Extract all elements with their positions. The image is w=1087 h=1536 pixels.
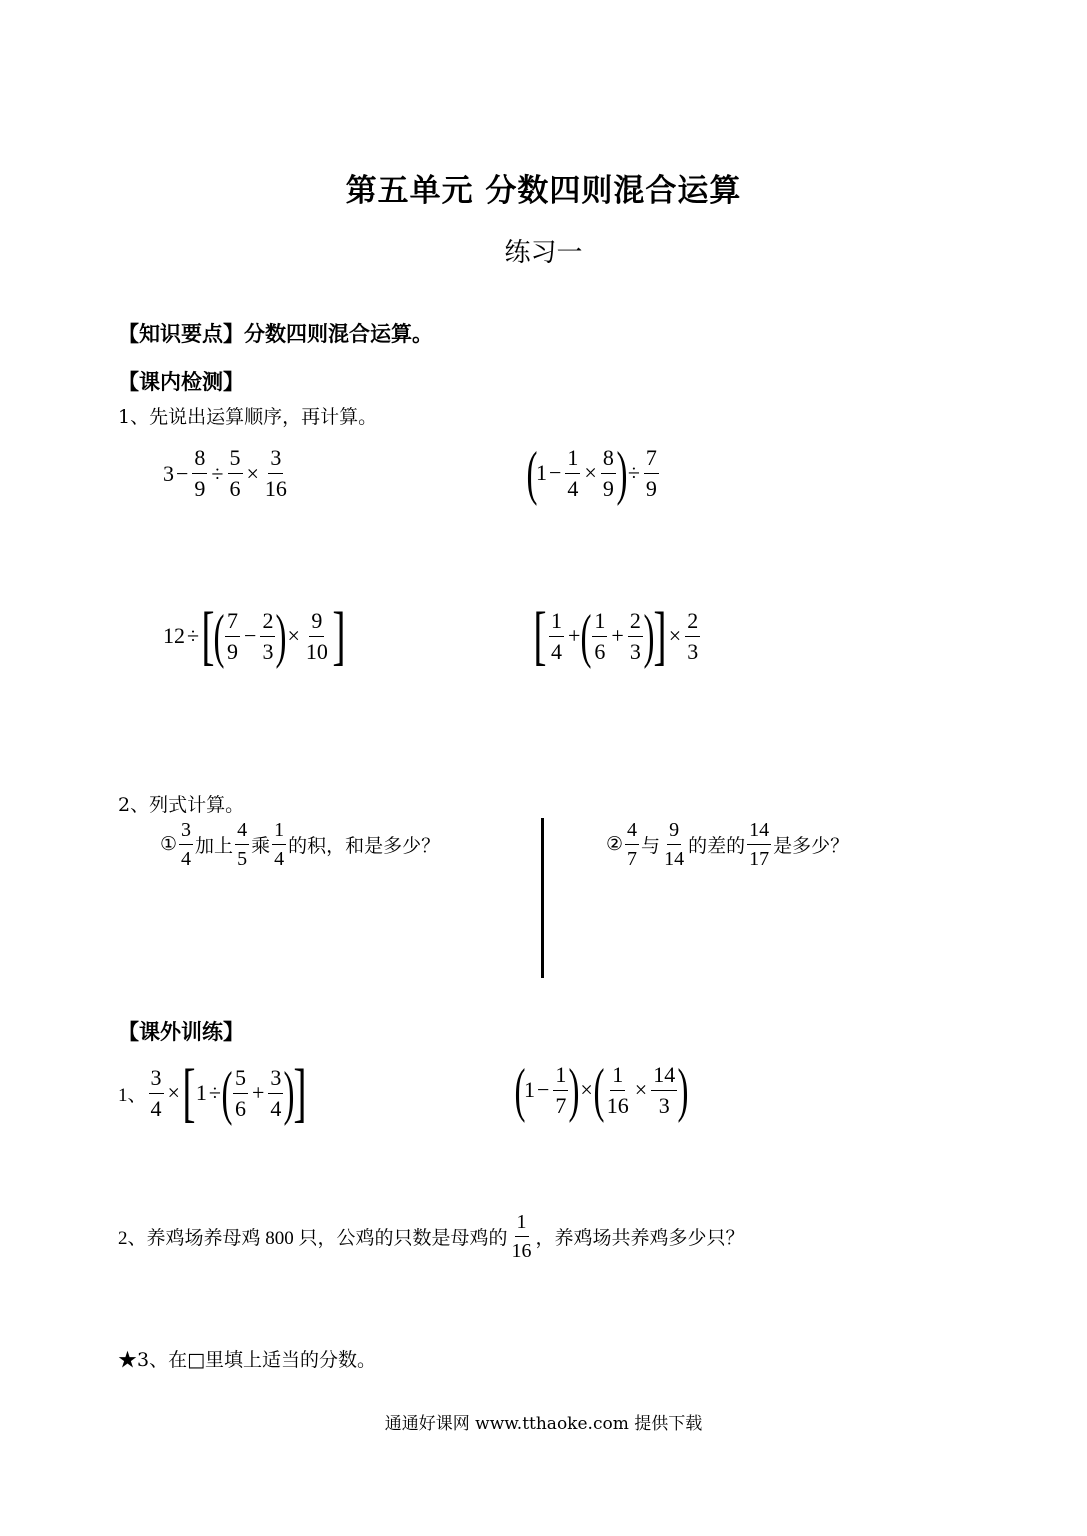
fraction: [235, 820, 249, 869]
extra-question-2: [118, 1212, 745, 1261]
operator: ×: [167, 1080, 180, 1105]
question-2-text: 2、列式计算。: [118, 794, 245, 816]
question-1-text: 1、先说出运算顺序，再计算。: [118, 406, 378, 428]
numerator: 7: [225, 610, 240, 637]
item-number: 1、: [118, 1084, 147, 1106]
extra-question-3: ★3、在□里填上适当的分数。: [118, 1349, 377, 1371]
right-paren: ): [677, 1057, 689, 1123]
numerator: 1: [565, 447, 580, 474]
text: 2、养鸡场养母鸡 800 只，公鸡的只数是母鸡的: [118, 1228, 508, 1249]
right-paren: ): [616, 440, 628, 506]
fraction: [601, 444, 616, 501]
numerator: 14: [747, 820, 771, 845]
number: 1: [195, 1080, 207, 1105]
numerator: 1: [549, 610, 564, 637]
text: 与: [641, 836, 661, 857]
right-paren: ): [643, 603, 655, 669]
denominator: 16: [264, 476, 287, 501]
text: ，养鸡场共养鸡多少只？: [535, 1228, 745, 1249]
denominator: 4: [567, 475, 579, 501]
denominator: 9: [227, 638, 239, 664]
fraction: [549, 607, 564, 664]
right-paren: ): [568, 1057, 580, 1123]
denominator: 9: [645, 475, 657, 501]
numerator: 3: [179, 820, 193, 845]
denominator: 16: [511, 1240, 532, 1262]
number: 3: [163, 460, 174, 486]
extra-expression-1: [118, 1056, 307, 1129]
fraction: [179, 820, 193, 869]
operator: −: [536, 1077, 550, 1102]
denominator: 14: [664, 848, 685, 870]
text: 乘: [251, 836, 271, 857]
left-paren: (: [213, 603, 225, 669]
operator: ×: [584, 460, 597, 485]
operator: ×: [287, 623, 300, 648]
page-subtitle: 练习一: [504, 238, 583, 268]
fraction: [192, 447, 207, 500]
text: 加上: [195, 836, 234, 857]
denominator: 5: [237, 848, 248, 870]
numerator: 14: [651, 1064, 677, 1091]
fraction: [628, 607, 643, 664]
left-paren: (: [580, 603, 592, 669]
fraction: [747, 820, 771, 869]
fraction: [592, 607, 607, 664]
right-paren: ): [283, 1060, 295, 1126]
fraction: [304, 607, 330, 664]
section-in-class-heading: 【课内检测】: [118, 370, 244, 394]
text: 的积，和是多少？: [288, 836, 441, 857]
operator: +: [251, 1080, 265, 1105]
numerator: 8: [192, 447, 207, 474]
left-bracket: [: [182, 1056, 196, 1129]
operator: ×: [580, 1077, 593, 1102]
denominator: 6: [234, 1095, 246, 1121]
numerator: 9: [667, 820, 681, 845]
divider-line: [541, 818, 544, 978]
footer-text: 通通好课网 www.tthaoke.com 提供下载: [384, 1414, 703, 1434]
denominator: 3: [658, 1092, 670, 1118]
numerator: 1: [592, 610, 607, 637]
denominator: 6: [229, 476, 241, 501]
denominator: 3: [687, 638, 699, 664]
operator: −: [244, 623, 257, 648]
fraction: [225, 607, 240, 664]
fraction: [662, 820, 686, 869]
denominator: 10: [305, 638, 328, 664]
expression-1: [163, 447, 291, 500]
number: 1: [523, 1077, 535, 1102]
question-2b: [606, 820, 849, 869]
expression-4: [533, 599, 702, 672]
left-paren: (: [514, 1057, 526, 1123]
number: 1: [535, 460, 547, 485]
numerator: 2: [628, 610, 643, 637]
fraction: [644, 444, 659, 501]
operator: ÷: [627, 460, 640, 485]
operator: −: [548, 460, 562, 485]
denominator: 3: [262, 638, 274, 664]
fraction: [149, 1064, 164, 1121]
numerator: 3: [268, 447, 283, 474]
numerator: 7: [644, 447, 659, 474]
numerator: 1: [272, 820, 286, 845]
denominator: 7: [555, 1092, 567, 1118]
left-bracket: [: [201, 599, 215, 672]
denominator: 4: [181, 848, 192, 870]
fraction: [685, 607, 700, 664]
numerator: 4: [625, 820, 639, 845]
operator: ÷: [208, 1080, 221, 1105]
denominator: 4: [150, 1095, 162, 1121]
fraction: [263, 447, 289, 500]
item-number: ②: [606, 834, 624, 855]
numerator: 3: [268, 1067, 283, 1094]
knowledge-text: 分数四则混合运算。: [244, 322, 433, 346]
left-paren: (: [593, 1057, 605, 1123]
numerator: 9: [309, 610, 324, 637]
fraction: [565, 444, 580, 501]
fraction: [605, 1061, 631, 1118]
numerator: 2: [685, 610, 700, 637]
operator: ×: [634, 1077, 648, 1102]
left-paren: (: [526, 440, 538, 506]
fraction: [625, 820, 639, 869]
number: 12: [163, 623, 185, 648]
fraction: [510, 1212, 534, 1261]
right-paren: ): [275, 603, 287, 669]
denominator: 4: [270, 1095, 282, 1121]
operator: +: [611, 623, 624, 648]
numerator: 5: [233, 1067, 248, 1094]
extra-expression-2: [514, 1057, 689, 1123]
right-bracket: ]: [332, 599, 346, 672]
operator: ×: [246, 460, 259, 486]
denominator: 4: [274, 848, 285, 870]
right-bracket: ]: [653, 599, 667, 672]
denominator: 9: [194, 476, 206, 501]
expression-2: [526, 440, 661, 506]
fraction: [268, 1064, 283, 1121]
numerator: 1: [553, 1064, 568, 1091]
fraction: [651, 1061, 677, 1118]
denominator: 7: [627, 848, 638, 870]
numerator: 2: [260, 610, 275, 637]
knowledge-label: 【知识要点】: [118, 322, 244, 346]
item-number: ①: [160, 834, 178, 855]
fraction: [228, 447, 243, 500]
fraction: [260, 607, 275, 664]
right-bracket: ]: [293, 1056, 307, 1129]
page-title: 第五单元 分数四则混合运算: [345, 173, 742, 209]
numerator: 5: [228, 447, 243, 474]
denominator: 6: [594, 638, 606, 664]
operator: ×: [668, 623, 682, 648]
denominator: 3: [629, 638, 641, 664]
numerator: 8: [601, 447, 616, 474]
denominator: 17: [749, 848, 770, 870]
expression-3: [163, 599, 346, 672]
operator: ÷: [187, 623, 200, 648]
numerator: 1: [610, 1064, 625, 1091]
numerator: 3: [149, 1067, 164, 1094]
text: 的差的: [688, 836, 746, 857]
denominator: 9: [602, 475, 614, 501]
operator: ÷: [211, 460, 224, 486]
numerator: 1: [515, 1212, 529, 1237]
section-extra-heading: 【课外训练】: [118, 1020, 244, 1044]
fraction: [233, 1064, 248, 1121]
left-paren: (: [221, 1060, 233, 1126]
numerator: 4: [235, 820, 249, 845]
denominator: 16: [606, 1092, 629, 1118]
fraction: [553, 1061, 568, 1118]
left-bracket: [: [533, 599, 547, 672]
denominator: 4: [550, 638, 562, 664]
question-2a: [160, 820, 440, 869]
operator: +: [567, 623, 581, 648]
operator: −: [176, 460, 189, 486]
text: 是多少？: [773, 836, 850, 857]
knowledge-points: [118, 318, 433, 348]
fraction: [272, 820, 286, 869]
